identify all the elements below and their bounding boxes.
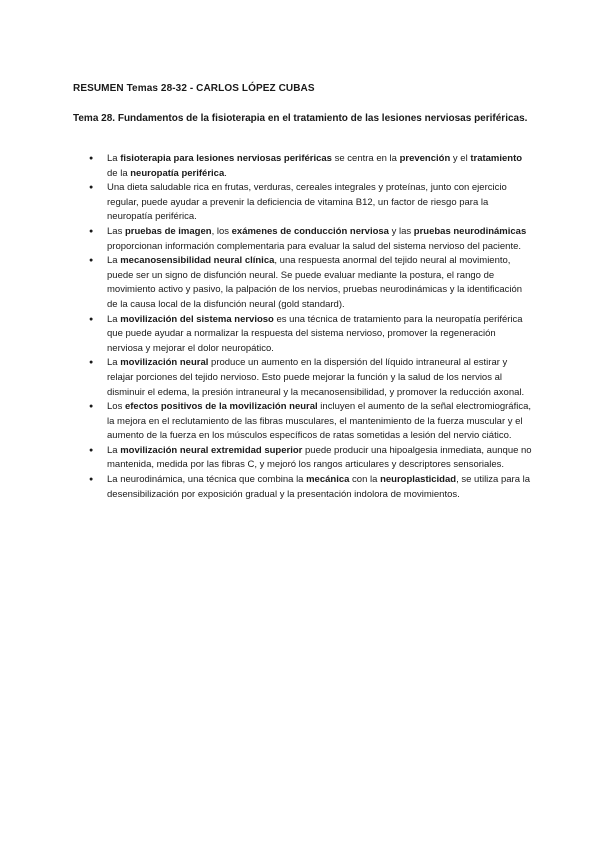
section-heading: Tema 28. Fundamentos de la fisioterapia en el tratamiento de las lesiones nerviosas periféricas. bbox=[73, 113, 528, 124]
bullet-item: ● La neurodinámica, una técnica que combina la mecánica con la neuroplasticidad, se utiliza para la desensibilización por exposición gradual y la presentación indolora de movimientos. bbox=[107, 473, 532, 502]
bullet-item: ● La mecanosensibilidad neural clínica, una respuesta anormal del tejido neural al movimiento, puede ser un signo de disfunción neural. Se puede evaluar mediante la postura, el rango de movimiento activo y pasivo, la palpación de los nervios, pruebas neurodinámicas y la identificación de la causa local de la disfunción neural (gold standard). bbox=[107, 254, 532, 312]
bullet-list bbox=[107, 152, 532, 502]
bullet-item: ● Los efectos positivos de la movilización neural incluyen el aumento de la señal electromiográfica, la mejora en el reclutamiento de las fibras musculares, el mantenimiento de la fuerza muscular y el aumento de la fuerza en los músculos específicos de ratas sometidas a lesión del nervio ciático. bbox=[107, 400, 532, 444]
bullet-item: ● La movilización del sistema nervioso es una técnica de tratamiento para la neuropatía periférica que puede ayudar a normalizar la respuesta del sistema nervioso, promover la regeneración nerviosa y mejorar el dolor neuropático. bbox=[107, 313, 532, 357]
bullet-item: ● La movilización neural produce un aumento en la dispersión del líquido intraneural al estirar y relajar porciones del tejido nervioso. Esto puede mejorar la función y la salud de los nervios al disminuir el edema, la presión intraneural y la mecanosensibilidad, y promover la reducción axonal. bbox=[107, 356, 532, 400]
document-title: RESUMEN Temas 28-32 - CARLOS LÓPEZ CUBAS bbox=[73, 83, 315, 94]
bullet-item: ● Una dieta saludable rica en frutas, verduras, cereales integrales y proteínas, junto con ejercicio regular, puede ayudar a prevenir la deficiencia de vitamina B12, un factor de riesgo para la neuropatía periférica. bbox=[107, 181, 532, 225]
bullet-item: ● Las pruebas de imagen, los exámenes de conducción nerviosa y las pruebas neurodinámicas proporcionan información complementaria para evaluar la salud del sistema nervioso del paciente. bbox=[107, 225, 532, 254]
bullet-item: ● La fisioterapia para lesiones nerviosas periféricas se centra en la prevención y el tratamiento de la neuropatía periférica. bbox=[107, 152, 532, 181]
bullet-item: ● La movilización neural extremidad superior puede producir una hipoalgesia inmediata, aunque no mantenida, medida por las fibras C, y mejoró los rangos articulares y descriptores sensoriales. bbox=[107, 444, 532, 473]
